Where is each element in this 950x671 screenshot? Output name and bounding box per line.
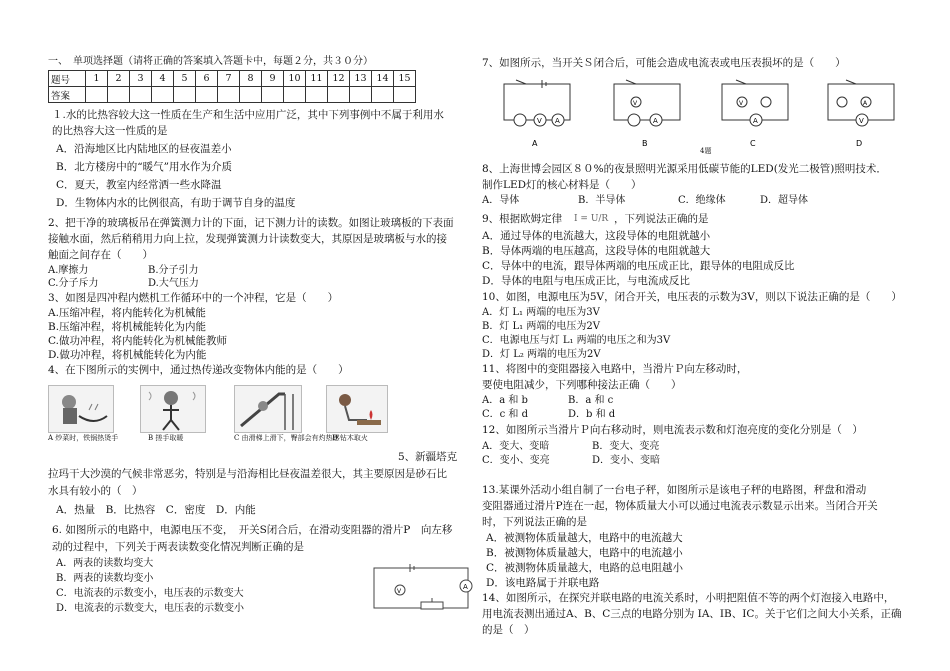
answer-card-answer-row: [49, 87, 416, 103]
q2-option-d[interactable]: D.大气压力: [148, 278, 199, 289]
answer-card-number: 13: [350, 71, 372, 87]
q6-option-d[interactable]: D．电流表的示数变大，电压表的示数变小: [56, 603, 245, 614]
q10-option-d[interactable]: D．灯 L₂ 两端的电压为2V: [482, 349, 601, 360]
q6-option-a[interactable]: A．两表的读数均变大: [56, 558, 154, 569]
q8-line1: 8、上海世博会园区８０%的夜景照明光源采用低碳节能的LED(发光二极管)照明技术．: [482, 163, 887, 175]
q6-option-c[interactable]: C．电流表的示数变小，电压表的示数变大: [56, 588, 244, 599]
q14-line1: 14、如图所示，在探究并联电路的电流关系时，小明把阻值不等的两个灯泡接入电路中，: [482, 592, 895, 604]
answer-card-number: 6: [196, 71, 218, 87]
q13-option-c[interactable]: C．被测物体质量越大，电路的总电阻越小: [486, 562, 684, 574]
answer-cell[interactable]: [328, 87, 350, 103]
q7-circuit-c: [722, 80, 788, 126]
wok-cooking-icon: [49, 386, 113, 432]
svg-text:V: V: [537, 117, 542, 125]
q3-line1: 3、如图是四冲程内燃机工作循环中的一个冲程，它是（ ）: [48, 292, 339, 304]
q4-caption-c: C 由滑梯上滑下，臀部会有灼热感: [234, 434, 340, 442]
svg-text:V: V: [397, 588, 402, 595]
q9-line1: 9、根据欧姆定律: [482, 213, 563, 225]
q4-caption-b: B 搓手取暖: [148, 434, 184, 442]
answer-card-number: 15: [394, 71, 416, 87]
q13-line3: 时，下列说法正确的是: [482, 516, 587, 528]
q3-option-d[interactable]: D.做功冲程，将机械能转化为内能: [48, 349, 207, 361]
answer-card-number-row: [49, 71, 416, 87]
q4-line1: 4、在下图所示的实例中，通过热传递改变物体内能的是（ ）: [48, 364, 349, 376]
q9-option-a[interactable]: A．通过导体的电流越大，这段导体的电阻就越小: [482, 230, 711, 242]
q12-option-a[interactable]: A．变大、变暗: [482, 441, 550, 452]
q2-line2: 接触水面，然后稍稍用力向上拉，发现弹簧测力计读数变大，其原因是玻璃板与水的接: [48, 233, 447, 245]
svg-text:V: V: [859, 117, 864, 125]
q7-label-a: A: [532, 139, 538, 148]
answer-card-number: 5: [174, 71, 196, 87]
answer-cell[interactable]: [218, 87, 240, 103]
q13-option-b[interactable]: B．被测物体质量越大，电路中的电流越小: [486, 547, 683, 559]
answer-card-number: 9: [262, 71, 284, 87]
q9-option-c[interactable]: C．导体中的电流，跟导体两端的电压成正比，跟导体的电阻成反比: [482, 260, 795, 272]
q5-options[interactable]: A．热量 B．比热容 C．密度 D．内能: [56, 504, 256, 516]
q6-option-b[interactable]: B．两表的读数均变小: [56, 573, 154, 584]
q13-option-a[interactable]: A．被测物体质量越大，电路中的电流越大: [486, 532, 683, 544]
q12-option-d[interactable]: D．变小、变暗: [592, 455, 661, 466]
q9-option-b[interactable]: B．导体两端的电压越高，这段导体的电阻就越大: [482, 245, 711, 257]
answer-cell[interactable]: [306, 87, 328, 103]
q1-option-b[interactable]: B．北方楼房中的“暖气”用水作为介质: [56, 161, 232, 173]
q7-label-c: C: [750, 139, 756, 148]
q2-option-b[interactable]: B.分子引力: [148, 265, 199, 276]
answer-cell[interactable]: [108, 87, 130, 103]
q14-line3: 的是（ ）: [482, 624, 535, 636]
q7-circuit-d: [828, 80, 894, 126]
q2-line1: 2、把干净的玻璃板吊在弹簧测力计的下面，记下测力计的读数。如图让玻璃板的下表面: [48, 217, 454, 229]
answer-cell[interactable]: [152, 87, 174, 103]
answer-card-number: 1: [86, 71, 108, 87]
q7-circuit-diagrams: [496, 72, 916, 152]
q11-option-c[interactable]: C．c 和 d: [482, 409, 529, 420]
answer-card-number: 2: [108, 71, 130, 87]
q1-option-c[interactable]: C．夏天，教室内经常洒一些水降温: [56, 179, 222, 191]
q4-picture-d: [326, 385, 388, 433]
q8-option-b[interactable]: B．半导体: [578, 195, 626, 206]
section-header: 一、 单项选择题（请将正确的答案填入答题卡中，每题２分，共３０分）: [48, 56, 373, 67]
q4-picture-a: [48, 385, 114, 433]
answer-card-number: 7: [218, 71, 240, 87]
q6-circuit-diagram: [366, 560, 476, 620]
q3-option-b[interactable]: B.压缩冲程，将机械能转化为内能: [48, 321, 207, 333]
svg-text:V: V: [633, 100, 638, 107]
q1-line2: 的比热容大这一性质的是: [52, 125, 168, 137]
answer-cell[interactable]: [372, 87, 394, 103]
q11-line1: 11、将图中的变阻器接入电路中，当滑片Ｐ向左移动时，: [482, 363, 748, 375]
q4-picture-b: [140, 385, 206, 433]
q1-option-d[interactable]: D．生物体内水的比例很高，有助于调节自身的温度: [56, 197, 296, 209]
answer-card-row1-label: 题号: [49, 71, 86, 87]
answer-cell[interactable]: [350, 87, 372, 103]
q8-option-d[interactable]: D．超导体: [760, 195, 809, 206]
answer-cell[interactable]: [394, 87, 416, 103]
answer-card-number: 11: [306, 71, 328, 87]
q12-option-b[interactable]: B．变大、变亮: [592, 441, 660, 452]
q6-line1: 6. 如图所示的电路中，电源电压不变， 开关S闭合后，在滑动变阻器的滑片P 向左移: [52, 524, 453, 536]
q5-line1: 5、新疆塔克: [398, 451, 458, 463]
q3-option-c[interactable]: C.做功冲程，将内能转化为机械能教师: [48, 335, 227, 347]
answer-cell[interactable]: [262, 87, 284, 103]
q4-caption-a: A 炒菜时，铁锅热烫手: [48, 434, 119, 442]
q7-label-b: B: [642, 139, 648, 148]
q11-option-b[interactable]: B．a 和 c: [568, 395, 614, 406]
answer-cell[interactable]: [86, 87, 108, 103]
q7-label-d: D: [856, 139, 863, 148]
svg-text:V: V: [739, 100, 744, 107]
q10-option-a[interactable]: A．灯 L₁ 两端的电压为3V: [482, 307, 600, 318]
answer-cell[interactable]: [174, 87, 196, 103]
q9-option-d[interactable]: D．导体的电阻与电压成正比，与电流成反比: [482, 275, 690, 287]
q8-option-a[interactable]: A．导体: [482, 195, 520, 206]
q13-line1: 13.某课外活动小组自制了一台电子秤，如图所示是该电子秤的电路图，秤盘和滑动: [482, 484, 867, 496]
q5-line3: 水具有较小的（ ）: [48, 485, 143, 497]
svg-text:A: A: [863, 100, 868, 107]
answer-card-number: 8: [240, 71, 262, 87]
q11-line2: 要使电阻减少，下列哪种接法正确（ ）: [482, 379, 682, 391]
svg-text:A: A: [753, 117, 758, 125]
rubbing-hands-icon: [141, 386, 205, 432]
q2-option-a[interactable]: A.摩擦力: [48, 265, 89, 276]
q3-option-a[interactable]: A.压缩冲程，将内能转化为机械能: [48, 307, 206, 319]
q5-line2: 拉玛干大沙漠的气候非常恶劣，特别是与沿海相比昼夜温差很大，其主要原因是砂石比: [48, 468, 447, 480]
q10-line1: 10、如图，电源电压为5V，闭合开关，电压表的示数为3V，则以下说法正确的是（ ）: [482, 291, 902, 303]
slide-icon: [235, 386, 301, 432]
q10-option-b[interactable]: B．灯 L₁ 两端的电压为2V: [482, 321, 600, 332]
q1-line1: １.水的比热容较大这一性质在生产和生活中应用广泛，其中下列事例中不属于利用水: [52, 109, 444, 121]
answer-card-number: 10: [284, 71, 306, 87]
q4-caption-d: D 钻木取火: [332, 434, 368, 442]
q11-option-a[interactable]: A．a 和 b: [482, 395, 528, 406]
answer-cell[interactable]: [196, 87, 218, 103]
answer-card-number: 14: [372, 71, 394, 87]
q11-option-d[interactable]: D．b 和 d: [568, 409, 616, 420]
drill-wood-fire-icon: [327, 386, 387, 432]
q12-option-c[interactable]: C．变小、变亮: [482, 455, 550, 466]
q7-figure-label: 4题: [700, 147, 712, 155]
q10-option-c[interactable]: C．电源电压与灯 L₁ 两端的电压之和为3V: [482, 335, 671, 346]
q4-picture-c: [234, 385, 302, 433]
q7-circuit-a: [504, 80, 570, 126]
answer-card-number: 12: [328, 71, 350, 87]
q7-line1: 7、如图所示，当开关Ｓ闭合后，可能会造成电流表或电压表损坏的是（ ）: [482, 57, 846, 69]
answer-card-number: 3: [130, 71, 152, 87]
answer-card-table: [48, 70, 416, 103]
q14-line2: 用电流表测出通过A、B、C三点的电路分别为 IA、IB、IC。关于它们之间大小关系，正确: [482, 608, 902, 620]
q1-option-a[interactable]: A．沿海地区比内陆地区的昼夜温差小: [56, 143, 232, 155]
q12-line1: 12、如图所示当滑片Ｐ向右移动时，则电流表示数和灯泡亮度的变化分别是（ ）: [482, 424, 863, 436]
q6-line2: 动的过程中，下列关于两表读数变化情况判断正确的是: [52, 541, 304, 553]
q2-option-c[interactable]: C.分子斥力: [48, 278, 99, 289]
svg-text:A: A: [555, 117, 560, 125]
q2-line3: 触面之间存在（ ）: [48, 249, 153, 261]
q9-formula: I = U/R: [574, 214, 609, 224]
answer-card-number: 4: [152, 71, 174, 87]
answer-cell[interactable]: [130, 87, 152, 103]
svg-text:A: A: [463, 583, 468, 591]
answer-cell[interactable]: [240, 87, 262, 103]
q13-option-d[interactable]: D．该电路属于并联电路: [486, 577, 600, 589]
svg-text:A: A: [653, 117, 658, 125]
q8-option-c[interactable]: C．绝缘体: [678, 195, 726, 206]
q7-circuit-b: [614, 80, 680, 126]
q8-line2: 制作LED灯的核心材料是（ ）: [482, 179, 642, 191]
answer-cell[interactable]: [284, 87, 306, 103]
q13-line2: 变阻器通过滑片P连在一起，物体质量大小可以通过电流表示数显示出来。当闭合开关: [482, 500, 878, 512]
answer-card-row2-label: 答案: [49, 87, 86, 103]
q9-line1-tail: ，下列说法正确的是: [614, 213, 709, 225]
